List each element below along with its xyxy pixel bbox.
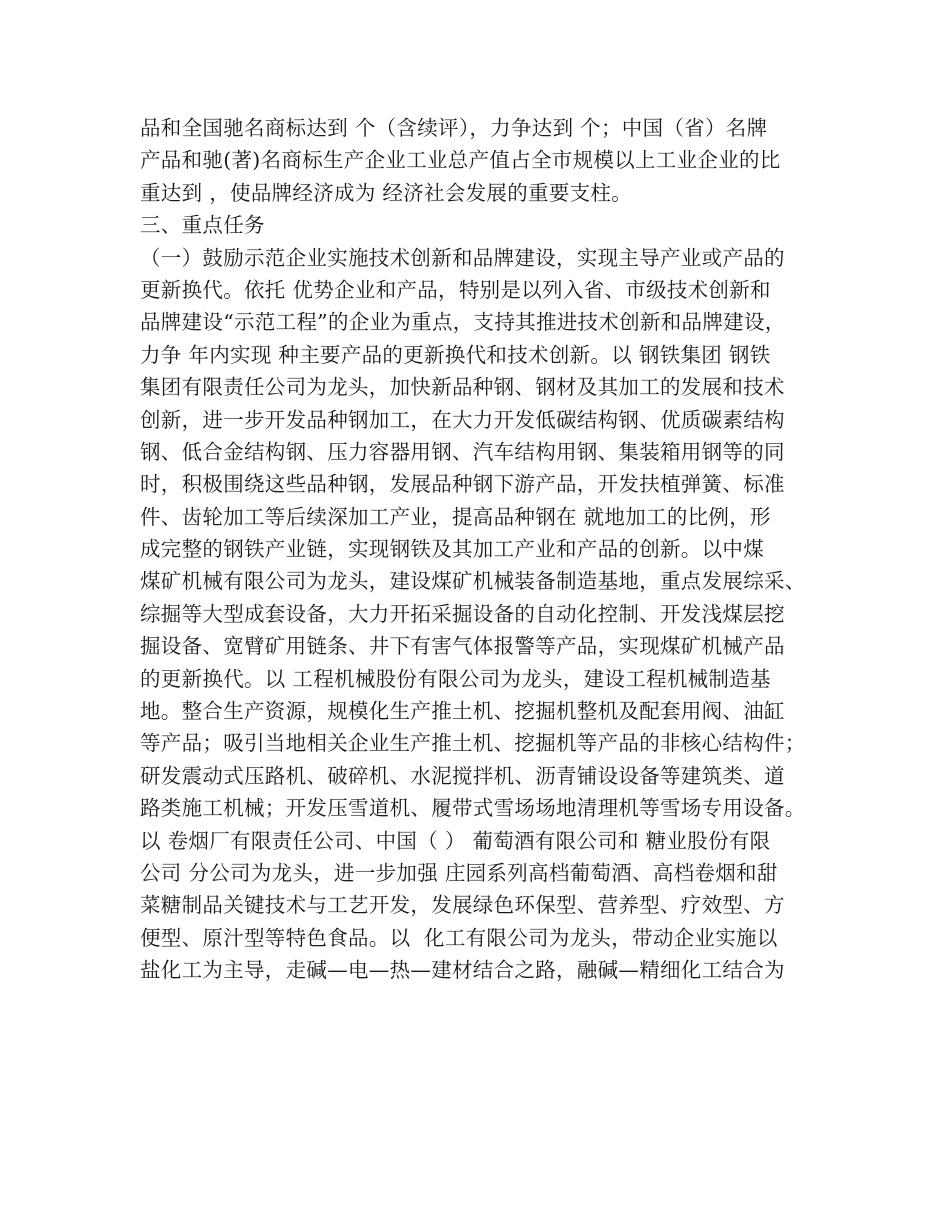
text-line: 品和全国驰名商标达到 个（含续评），力争达到 个；中国（省）名牌 bbox=[140, 116, 768, 140]
text-line: 公司 分公司为龙头，进一步加强 庄园系列高档葡萄酒、高档卷烟和甜 bbox=[140, 860, 778, 885]
text-line: 重达到 ，使品牌经济成为 经济社会发展的重要支柱。 bbox=[140, 180, 633, 205]
text-line: 件、齿轮加工等后续深加工产业，提高品种钢在 就地加工的比例，形 bbox=[140, 504, 771, 529]
text-line: 更新换代。依托 优势企业和产品，特别是以列入省、市级技术创新和 bbox=[140, 277, 771, 302]
text-line: 路类施工机械；开发压雪道机、履带式雪场场地清理机等雪场专用设备。 bbox=[140, 796, 806, 821]
text-line: 集团有限责任公司为龙头，加快新品种钢、钢材及其加工的发展和技术 bbox=[140, 375, 785, 400]
text-line: 创新，进一步开发品种钢加工，在大力开发低碳结构钢、优质碳素结构 bbox=[140, 407, 785, 432]
text-line: 地。整合生产资源，规模化生产推土机、挖掘机整机及配套用阀、油缸 bbox=[140, 699, 785, 724]
text-line: 力争 年内实现 种主要产品的更新换代和技术创新。以 钢铁集团 钢铁 bbox=[140, 342, 771, 367]
text-line: 煤矿机械有限公司为龙头，建设煤矿机械装备制造基地，重点发展综采、 bbox=[140, 569, 806, 594]
text-line: 的更新换代。以 工程机械股份有限公司为龙头，建设工程机械制造基 bbox=[140, 666, 771, 691]
text-line: 以 卷烟厂有限责任公司、中国（ ） 葡萄酒有限公司和 糖业股份有限 bbox=[140, 828, 771, 853]
text-line: 成完整的钢铁产业链，实现钢铁及其加工产业和产品的创新。以中煤 bbox=[140, 537, 764, 562]
text-line: 时，积极围绕这些品种钢，发展品种钢下游产品，开发扶植弹簧、标准 bbox=[140, 472, 785, 497]
text-line: 菜糖制品关键技术与工艺开发，发展绿色环保型、营养型、疗效型、方 bbox=[140, 893, 785, 918]
text-line: 综掘等大型成套设备，大力开拓采掘设备的自动化控制、开发浅煤层挖 bbox=[140, 601, 785, 626]
section-heading: 三、重点任务 bbox=[140, 213, 265, 238]
text-line: 掘设备、宽臂矿用链条、井下有害气体报警等产品，实现煤矿机械产品 bbox=[140, 634, 785, 659]
text-line: 产品和驰(著)名商标生产企业工业总产值占全市规模以上工业企业的比 bbox=[140, 148, 781, 173]
text-line: 盐化工为主导，走碱—电—热—建材结合之路，融碱—精细化工结合为 bbox=[140, 958, 785, 983]
text-line: （一）鼓励示范企业实施技术创新和品牌建设，实现主导产业或产品的 bbox=[140, 245, 785, 270]
text-line: 等产品；吸引当地相关企业生产推土机、挖掘机等产品的非核心结构件； bbox=[140, 731, 806, 756]
body-text bbox=[140, 112, 830, 987]
text-line: 研发震动式压路机、破碎机、水泥搅拌机、沥青铺设设备等建筑类、道 bbox=[140, 763, 785, 788]
text-line: 品牌建设“示范工程”的企业为重点，支持其推进技术创新和品牌建设， bbox=[140, 310, 786, 335]
text-line: 便型、原汁型等特色食品。以 化工有限公司为龙头，带动企业实施以 bbox=[140, 925, 778, 950]
text-line: 钢、低合金结构钢、压力容器用钢、汽车结构用钢、集装箱用钢等的同 bbox=[140, 439, 785, 464]
